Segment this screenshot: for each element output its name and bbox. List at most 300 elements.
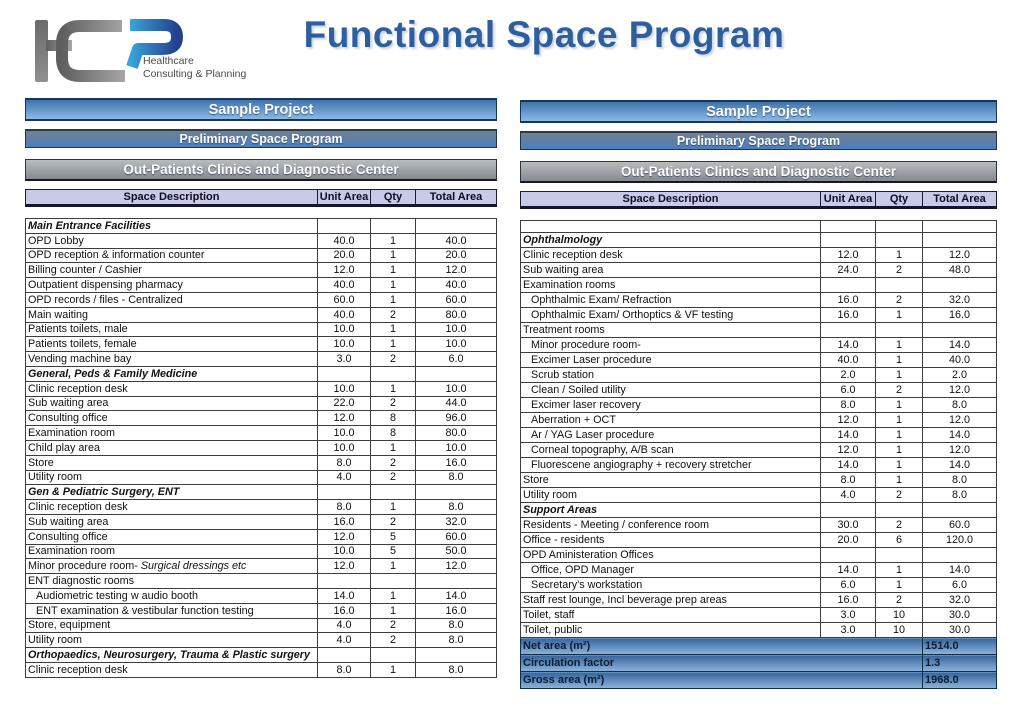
space-description-cell: Orthopaedics, Neurosurgery, Trauma & Plastic surgery (26, 648, 318, 663)
total-area-cell (416, 219, 497, 234)
table-row (26, 633, 497, 648)
space-description-cell: OPD Aministeration Offices (521, 548, 821, 563)
qty-cell: 1 (371, 337, 416, 352)
unit-area-cell: 12.0 (821, 248, 876, 263)
column-header-total-area: Total Area (933, 193, 986, 205)
space-description-cell: Aberration + OCT (521, 413, 821, 428)
qty-cell: 2 (371, 618, 416, 633)
qty-cell: 1 (371, 292, 416, 307)
unit-area-cell (318, 648, 371, 663)
table-row (521, 533, 997, 548)
space-description-cell: Support Areas (521, 503, 821, 518)
qty-cell: 2 (876, 593, 923, 608)
total-area-cell: 8.0 (416, 500, 497, 515)
total-area-cell: 96.0 (416, 411, 497, 426)
space-description-cell: Store, equipment (26, 618, 318, 633)
column-header-total-area: Total Area (429, 191, 483, 203)
total-area-cell: 14.0 (923, 458, 997, 473)
total-area-cell (416, 366, 497, 381)
qty-cell: 1 (371, 248, 416, 263)
table-row (26, 426, 497, 441)
table-row (521, 338, 997, 353)
unit-area-cell: 6.0 (821, 383, 876, 398)
space-description-cell: Patients toilets, male (26, 322, 318, 337)
table-row (26, 529, 497, 544)
unit-area-cell: 60.0 (318, 292, 371, 307)
unit-area-cell: 16.0 (821, 593, 876, 608)
spacer-row (521, 221, 997, 233)
space-description-cell: Clinic reception desk (26, 381, 318, 396)
qty-cell (371, 219, 416, 234)
qty-cell: 1 (371, 440, 416, 455)
space-description-cell: Toilet, public (521, 623, 821, 638)
space-description-cell: ENT examination & vestibular function testing (26, 603, 318, 618)
logo-tagline-2: Consulting & Planning (143, 68, 247, 80)
total-area-cell: 12.0 (923, 248, 997, 263)
unit-area-cell: 4.0 (318, 618, 371, 633)
unit-area-cell: 30.0 (821, 518, 876, 533)
unit-area-cell: 4.0 (318, 633, 371, 648)
unit-area-cell: 6.0 (821, 578, 876, 593)
space-program-body (520, 220, 997, 689)
space-description-cell: Scrub station (521, 368, 821, 383)
qty-cell: 1 (876, 428, 923, 443)
summary-row (521, 672, 997, 689)
space-description-cell: Ar / YAG Laser procedure (521, 428, 821, 443)
total-area-cell: 60.0 (416, 292, 497, 307)
table-row (521, 308, 997, 323)
summary-row (521, 638, 997, 655)
qty-cell (876, 221, 923, 233)
qty-cell (371, 648, 416, 663)
unit-area-cell: 12.0 (318, 559, 371, 574)
table-row (26, 396, 497, 411)
table-row (521, 608, 997, 623)
unit-area-cell: 10.0 (318, 381, 371, 396)
qty-cell (876, 278, 923, 293)
unit-area-cell: 14.0 (821, 338, 876, 353)
left-space-program-table (25, 98, 497, 678)
space-description-cell: OPD records / files - Centralized (26, 292, 318, 307)
table-row (521, 548, 997, 563)
table-row (521, 443, 997, 458)
qty-cell (876, 503, 923, 518)
table-row (521, 263, 997, 278)
qty-cell: 1 (876, 413, 923, 428)
column-header-unit-area: Unit Area (318, 190, 371, 204)
qty-cell: 1 (876, 368, 923, 383)
unit-area-cell: 10.0 (318, 544, 371, 559)
table-row (521, 278, 997, 293)
space-description-cell: Utility room (26, 633, 318, 648)
space-description-cell: OPD Lobby (26, 233, 318, 248)
space-description-cell: Billing counter / Cashier (26, 263, 318, 278)
unit-area-cell: 20.0 (821, 533, 876, 548)
column-header-unit-area: Unit Area (821, 192, 876, 206)
space-description-cell: Ophthalmology (521, 233, 821, 248)
table-row (521, 413, 997, 428)
summary-label: Circulation factor (521, 655, 923, 672)
total-area-cell: 30.0 (923, 608, 997, 623)
table-row (26, 514, 497, 529)
total-area-cell: 8.0 (416, 470, 497, 485)
table-row (521, 398, 997, 413)
total-area-cell (923, 548, 997, 563)
table-row (521, 458, 997, 473)
total-area-cell: 14.0 (923, 428, 997, 443)
qty-cell: 2 (876, 293, 923, 308)
total-area-cell (923, 323, 997, 338)
space-description-cell: Clean / Soiled utility (521, 383, 821, 398)
section-row (521, 503, 997, 518)
table-row (26, 544, 497, 559)
unit-area-cell: 14.0 (821, 428, 876, 443)
table-row (521, 563, 997, 578)
column-header-space-description: Space Description (521, 192, 821, 206)
unit-area-cell: 3.0 (318, 352, 371, 367)
page-title: Functional Space Program (303, 14, 785, 55)
space-description-cell: Fluorescene angiography + recovery stretcher (521, 458, 821, 473)
table-row (26, 322, 497, 337)
space-description-cell: Consulting office (26, 529, 318, 544)
logo-tagline-1: Healthcare (143, 55, 194, 67)
unit-area-cell: 16.0 (318, 603, 371, 618)
space-description-cell: Secretary's workstation (521, 578, 821, 593)
space-description-cell: Store (26, 455, 318, 470)
unit-area-cell: 8.0 (821, 473, 876, 488)
program-banner: Preliminary Space Program (520, 131, 997, 150)
table-row (26, 381, 497, 396)
qty-cell: 1 (371, 381, 416, 396)
total-area-cell: 16.0 (923, 308, 997, 323)
qty-cell: 1 (371, 233, 416, 248)
right-space-program-table (520, 100, 997, 689)
unit-area-cell: 10.0 (318, 440, 371, 455)
total-area-cell: 12.0 (923, 413, 997, 428)
qty-cell: 1 (371, 662, 416, 677)
space-description-cell: Excimer Laser procedure (521, 353, 821, 368)
space-description-cell: Clinic reception desk (521, 248, 821, 263)
qty-cell: 1 (876, 443, 923, 458)
unit-area-cell (821, 221, 876, 233)
unit-area-cell: 8.0 (318, 500, 371, 515)
space-description-cell: Main waiting (26, 307, 318, 322)
space-description-cell: Vending machine bay (26, 352, 318, 367)
qty-cell (876, 323, 923, 338)
unit-area-cell: 10.0 (318, 322, 371, 337)
unit-area-cell: 40.0 (318, 233, 371, 248)
section-row (26, 366, 497, 381)
unit-area-cell: 8.0 (318, 662, 371, 677)
qty-cell: 1 (876, 578, 923, 593)
space-description-cell: Office, OPD Manager (521, 563, 821, 578)
total-area-cell: 12.0 (416, 559, 497, 574)
space-description-cell: Ophthalmic Exam/ Orthoptics & VF testing (521, 308, 821, 323)
space-description-cell: Excimer laser recovery (521, 398, 821, 413)
qty-cell (371, 366, 416, 381)
unit-area-cell (318, 574, 371, 589)
qty-cell (371, 485, 416, 500)
total-area-cell: 10.0 (416, 381, 497, 396)
unit-area-cell: 12.0 (821, 443, 876, 458)
space-description-cell: Clinic reception desk (26, 662, 318, 677)
unit-area-cell (318, 219, 371, 234)
unit-area-cell: 24.0 (821, 263, 876, 278)
unit-area-cell (318, 485, 371, 500)
qty-cell: 1 (876, 308, 923, 323)
space-description-cell (521, 221, 821, 233)
summary-value: 1.3 (923, 655, 997, 672)
total-area-cell: 32.0 (923, 593, 997, 608)
total-area-cell: 8.0 (416, 662, 497, 677)
unit-area-cell: 16.0 (821, 293, 876, 308)
total-area-cell: 32.0 (923, 293, 997, 308)
total-area-cell: 120.0 (923, 533, 997, 548)
total-area-cell: 12.0 (923, 443, 997, 458)
table-row (26, 500, 497, 515)
section-row (26, 648, 497, 663)
table-row (26, 455, 497, 470)
qty-cell: 1 (371, 603, 416, 618)
table-row (521, 353, 997, 368)
qty-cell: 10 (876, 623, 923, 638)
unit-area-cell: 4.0 (318, 470, 371, 485)
department-banner: Out-Patients Clinics and Diagnostic Center (25, 159, 497, 181)
table-row (521, 623, 997, 638)
total-area-cell: 14.0 (923, 338, 997, 353)
total-area-cell: 6.0 (923, 578, 997, 593)
section-row (26, 219, 497, 234)
unit-area-cell: 40.0 (821, 353, 876, 368)
total-area-cell: 30.0 (923, 623, 997, 638)
total-area-cell: 6.0 (416, 352, 497, 367)
space-description-cell: Patients toilets, female (26, 337, 318, 352)
qty-cell: 2 (371, 514, 416, 529)
total-area-cell: 48.0 (923, 263, 997, 278)
qty-cell: 1 (876, 338, 923, 353)
qty-cell: 2 (876, 383, 923, 398)
unit-area-cell: 10.0 (318, 337, 371, 352)
qty-cell: 1 (371, 263, 416, 278)
table-row (26, 559, 497, 574)
space-description-cell: Staff rest lounge, Incl beverage prep areas (521, 593, 821, 608)
summary-value: 1968.0 (923, 672, 997, 689)
total-area-cell: 20.0 (416, 248, 497, 263)
project-banner: Sample Project (520, 100, 997, 123)
department-banner: Out-Patients Clinics and Diagnostic Center (520, 161, 997, 183)
table-row (26, 337, 497, 352)
unit-area-cell: 40.0 (318, 278, 371, 293)
qty-cell: 1 (876, 458, 923, 473)
total-area-cell (923, 503, 997, 518)
space-description-cell: Corneal topography, A/B scan (521, 443, 821, 458)
space-description-cell: Gen & Pediatric Surgery, ENT (26, 485, 318, 500)
total-area-cell: 10.0 (416, 322, 497, 337)
total-area-cell: 40.0 (923, 353, 997, 368)
qty-cell: 1 (371, 559, 416, 574)
unit-area-cell: 2.0 (821, 368, 876, 383)
table-row (26, 233, 497, 248)
total-area-cell: 40.0 (416, 233, 497, 248)
total-area-cell: 8.0 (923, 488, 997, 503)
table-row (26, 263, 497, 278)
summary-row (521, 655, 997, 672)
unit-area-cell (821, 323, 876, 338)
space-description-cell: ENT diagnostic rooms (26, 574, 318, 589)
program-banner: Preliminary Space Program (25, 129, 497, 148)
qty-cell: 1 (371, 278, 416, 293)
space-description-cell: Store (521, 473, 821, 488)
table-row (26, 662, 497, 677)
total-area-cell: 8.0 (923, 398, 997, 413)
qty-cell: 5 (371, 544, 416, 559)
summary-value: 1514.0 (923, 638, 997, 655)
space-description-cell: Examination room (26, 426, 318, 441)
table-row (26, 307, 497, 322)
space-description-cell: Outpatient dispensing pharmacy (26, 278, 318, 293)
total-area-cell: 8.0 (923, 473, 997, 488)
table-row (26, 248, 497, 263)
total-area-cell: 12.0 (416, 263, 497, 278)
total-area-cell: 32.0 (416, 514, 497, 529)
space-description-cell: Office - residents (521, 533, 821, 548)
total-area-cell: 50.0 (416, 544, 497, 559)
qty-cell: 1 (371, 588, 416, 603)
table-row (26, 292, 497, 307)
total-area-cell: 60.0 (416, 529, 497, 544)
space-program-body (25, 218, 497, 678)
total-area-cell (416, 485, 497, 500)
unit-area-cell: 12.0 (821, 413, 876, 428)
table-row (521, 383, 997, 398)
qty-cell: 1 (876, 563, 923, 578)
table-row (521, 488, 997, 503)
qty-cell: 1 (371, 322, 416, 337)
unit-area-cell: 40.0 (318, 307, 371, 322)
table-row (26, 470, 497, 485)
space-description-cell: Examination rooms (521, 278, 821, 293)
space-description-cell: Sub waiting area (26, 514, 318, 529)
space-description-cell: Utility room (521, 488, 821, 503)
unit-area-cell (821, 503, 876, 518)
total-area-cell: 10.0 (416, 337, 497, 352)
qty-cell: 2 (371, 352, 416, 367)
space-description-cell: Ophthalmic Exam/ Refraction (521, 293, 821, 308)
space-description-cell: Minor procedure room- Surgical dressings etc (26, 559, 318, 574)
table-row (521, 248, 997, 263)
table-row (521, 428, 997, 443)
total-area-cell: 16.0 (416, 455, 497, 470)
unit-area-cell (821, 233, 876, 248)
unit-area-cell: 8.0 (821, 398, 876, 413)
space-description-cell: Sub waiting area (521, 263, 821, 278)
project-banner: Sample Project (25, 98, 497, 121)
unit-area-cell: 8.0 (318, 455, 371, 470)
space-description-cell: Clinic reception desk (26, 500, 318, 515)
total-area-cell: 8.0 (416, 618, 497, 633)
table-row (26, 618, 497, 633)
unit-area-cell: 10.0 (318, 426, 371, 441)
qty-cell: 1 (876, 353, 923, 368)
total-area-cell: 40.0 (416, 278, 497, 293)
total-area-cell: 8.0 (416, 633, 497, 648)
unit-area-cell: 22.0 (318, 396, 371, 411)
space-description-cell: Main Entrance Facilities (26, 219, 318, 234)
qty-cell (876, 548, 923, 563)
total-area-cell: 14.0 (416, 588, 497, 603)
space-description-cell: Utility room (26, 470, 318, 485)
unit-area-cell: 3.0 (821, 623, 876, 638)
table-row (521, 593, 997, 608)
unit-area-cell: 14.0 (821, 458, 876, 473)
space-description-cell: Child play area (26, 440, 318, 455)
total-area-cell (923, 221, 997, 233)
column-header-qty: Qty (876, 192, 923, 206)
total-area-cell: 12.0 (923, 383, 997, 398)
total-area-cell: 44.0 (416, 396, 497, 411)
table-row (521, 323, 997, 338)
table-row (26, 440, 497, 455)
space-description-cell: OPD reception & information counter (26, 248, 318, 263)
qty-cell: 1 (371, 500, 416, 515)
summary-label: Net area (m²) (521, 638, 923, 655)
space-description-cell: Sub waiting area (26, 396, 318, 411)
qty-cell: 1 (876, 473, 923, 488)
qty-cell: 6 (876, 533, 923, 548)
unit-area-cell: 14.0 (318, 588, 371, 603)
unit-area-cell: 12.0 (318, 529, 371, 544)
unit-area-cell: 20.0 (318, 248, 371, 263)
unit-area-cell: 16.0 (318, 514, 371, 529)
total-area-cell (923, 278, 997, 293)
total-area-cell: 80.0 (416, 307, 497, 322)
space-description-cell: General, Peds & Family Medicine (26, 366, 318, 381)
qty-cell: 2 (371, 633, 416, 648)
unit-area-cell: 4.0 (821, 488, 876, 503)
table-row (26, 352, 497, 367)
unit-area-cell: 16.0 (821, 308, 876, 323)
qty-cell: 2 (371, 396, 416, 411)
total-area-cell (416, 574, 497, 589)
section-row (26, 485, 497, 500)
qty-cell: 8 (371, 426, 416, 441)
table-row (26, 574, 497, 589)
unit-area-cell (318, 366, 371, 381)
qty-cell: 2 (371, 470, 416, 485)
section-row (521, 233, 997, 248)
unit-area-cell (821, 278, 876, 293)
total-area-cell: 10.0 (416, 440, 497, 455)
table-row (26, 588, 497, 603)
total-area-cell (923, 233, 997, 248)
qty-cell: 1 (876, 248, 923, 263)
qty-cell (371, 574, 416, 589)
qty-cell: 1 (876, 398, 923, 413)
qty-cell: 2 (876, 263, 923, 278)
column-header-row (25, 189, 497, 207)
table-row (26, 278, 497, 293)
space-description-cell: Minor procedure room- (521, 338, 821, 353)
total-area-cell (416, 648, 497, 663)
qty-cell: 10 (876, 608, 923, 623)
space-description-cell: Consulting office (26, 411, 318, 426)
summary-label: Gross area (m²) (521, 672, 923, 689)
table-row (521, 473, 997, 488)
unit-area-cell: 12.0 (318, 263, 371, 278)
column-header-space-description: Space Description (26, 190, 318, 204)
table-row (521, 578, 997, 593)
total-area-cell: 16.0 (416, 603, 497, 618)
